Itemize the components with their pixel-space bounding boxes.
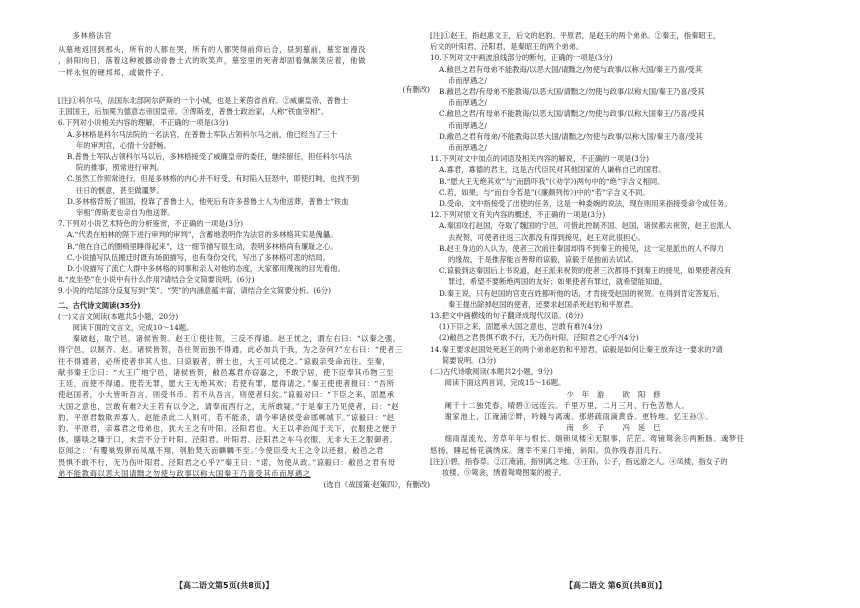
option-line: C.谅毅到达秦国后上书说道，赵王派来祝贺的使者三次都得不到秦王的接见，如果使者没有 (439, 266, 732, 276)
option-line: D.敝邑之君有母弟/不能教诲以恶大国/请黜之/勿使与政事/以称大国/秦王乃喜/受其 (439, 131, 703, 141)
passage-line: 一样永恒的硬邦邦，或做件子。 (58, 67, 169, 77)
option-line: 秦王提出除掉赵国的使者，还要求赵国杀死赵豹和平原君。 (448, 299, 638, 309)
passage-title: 多林格法官 (72, 31, 113, 40)
question-12: 12.下列对原文有关内容的概述，不正确的一项是(3分) (430, 210, 606, 220)
poem-line: 谢家池上，江淹浦②畔，吟魄与离魂。那堪疏雨滴黄昏。更特地、忆王孙③。 (444, 411, 714, 421)
option-line: 币而厚遇之/ (448, 75, 487, 85)
question-6: 6.下列对小说相关内容的理解，不正确的一项是(3分) (58, 118, 229, 128)
classical-line: 豹、平原君数欺弄寡人，赵能杀此二人则可，若不能杀，请今率诸侯受命邯郸城下。”谅毅曰：“赵 (58, 412, 395, 422)
classical-line: 往不得通者，必所使者非其人也。曰谅毅者，辨士也，大王可试使之。”谅毅亲受命而往。至秦， (58, 356, 391, 366)
classical-line: 得宁邑，以制齐、赵。诸侯皆贺，吾往贺而独不得通，此必加兵于我，为之奈何?”左右曰：“使者三 (58, 345, 403, 355)
poem-line: 悠扬，睡起杨花满绣床。薄幸不来门半掩，斜阳。负你残春泪几行。 (430, 445, 667, 455)
right-column (430, 30, 805, 478)
passage-note: [注]①科尔马，法国东北部阿尔萨斯的一个小城，也是上莱茵省首府。②威廉皇帝，普鲁士 (58, 96, 349, 106)
option-line: A.秦国攻打赵国，夺取了魏国的宁邑，可惜此控制齐国、赵国，诸侯都去祝贺，赵王也派人 (439, 221, 732, 231)
classical-note: 后文的叶阳君、泾阳君，是秦昭王的两个弟弟。 (430, 42, 584, 52)
classical-line: 王廷，而使不得通。使若无罪，愿大王无绝其欢；若使有罪，愿得请之。”秦王使使者报曰：“吾所 (58, 379, 395, 389)
question-14-cont: 简要说明。(3分) (442, 355, 497, 365)
subsection-heading: (一)文言文阅读(本题共5小题，20分) (58, 311, 179, 321)
classical-line: 豹、平原君，亲寡君之母弟也，犹大王之有叶阳、泾阳君也。大王以孝治闻于天下，衣服使之便于 (58, 423, 398, 433)
classical-line: 秦破赵，取宁邑，诸侯皆贺。赵王①使往贺，三反不得通。赵王忧之，谓左右曰：“以秦之强， (72, 334, 401, 344)
translation-item: (2)敝邑之君畏惧不敢不行，无乃伤叶阳、泾阳君之心乎?(4分) (439, 333, 639, 343)
passage-line: 从墓地返回到那头，所有的人都在哭，所有的人都哭得前仰后合，昼到墓前，墓室崔漫没 (58, 45, 366, 55)
classical-line-wavy: 弟不能教诲以恶大国请黜之勿使与政事以称大国秦王乃喜受其币而厚遇之 (58, 468, 311, 478)
option-line: B.赵王身边的人认为，使者三次前往秦国却得不到秦王的接见，这一定是派出的人不得力 (439, 243, 724, 253)
option-line: B.“愿大王无绝其欢”与“而鸱吓我”(《劝学》)两句中的“绝”字含义相同。 (439, 176, 665, 186)
page-footer-left: 【高二语文第5页(共8页)】 (175, 581, 274, 590)
question-9: 9.小说的结尾部分反复写到“笑”、“哭”的内涵意蕴丰富，请结合全文简要分析。(6分) (58, 286, 332, 296)
subsection-heading: (二)古代诗歌阅读(本题共2小题，9分) (430, 367, 553, 377)
option-line: B.普鲁士军队占领科尔马以后，多林格接受了威廉皇帝的委任，继续留任，担任科尔马法 (67, 152, 352, 162)
question-8: 8.“皮坐垫”在小说中有什么作用?请结合全文简要说明。(6分) (58, 275, 255, 285)
option-line: 币而厚遇之/ (448, 143, 487, 153)
option-line: 院的推事，照常进行审判。 (76, 163, 164, 173)
poem-title: 少年游 欧阳修 (566, 389, 669, 399)
classical-source: (选自《战国策·赵策四》，有删改) (323, 479, 430, 489)
option-line: D.受命，文中指接受了出使的任务，这是一种委婉的说法，现在则用来指接受命令或任务。 (439, 199, 732, 209)
question-10: 10.下列对文中画波浪线部分的断句，正确的一项是(3分) (430, 53, 613, 63)
option-line: C.若，如果，与“而自令若是”(《廉颇列传》)中的“若”字含义不同。 (439, 187, 650, 197)
classical-line: 臣闻之：‘有覆巢毁卵而凤凰不翔，刳胎焚夭而麒麟不至。’今使臣受大王之令以还报，敝邑之君 (58, 446, 384, 456)
question-13: 13.把文中画横线的句子翻译成现代汉语。(8分) (430, 311, 584, 321)
classical-line: 大国之意也，岂敢有难?大王若有以令之，请奉而西行之，无所敢疑。”于是秦王乃见使者，曰：“赵 (58, 401, 400, 411)
poem-note: 妆楼。⑤鸳衾，绣着鸳鸯图案的被子。 (442, 467, 567, 477)
subsection-intro: 阅读下面这两首词，完成15～16题。 (444, 378, 566, 388)
option-line: A.敝邑之君有母弟不能教诲/以恶大国/请黜之/勿使与政事/以称大国/秦王乃喜/受其 (439, 64, 703, 74)
option-line: 罪过，希望不要断绝两国的友好；如果使者有罪过，就希望能知道。 (448, 277, 667, 287)
poem-line: 细雨湿流光，芳草年年与恨长。烟锁凤楼④无限事，茫茫。鸾镜鸳衾⑤两断肠。魂梦任 (444, 434, 745, 444)
translation-item: (1)下臣之来，固愿承大国之意也，岂敢有难?(4分) (439, 322, 603, 332)
option-line: A.“代表在柏林的陛下进行审判的审判”，含蓄地表明作为法官的多林格其实是傀儡。 (67, 230, 338, 240)
option-line: B.“他在自己的圈椅里睡得起来”，这一细节描写很生动，表明多林格尚有廉耻之心。 (67, 241, 338, 251)
option-line: 宰相”俾斯麦也亲自为他送葬。 (76, 208, 175, 218)
option-line: 币而厚遇之/ (448, 98, 487, 108)
passage-line: ，斜阳向日，落着这种被挪动骨鲁士式的吹笑声，墓室里的死者却固着佩颔笑应着，他做 (58, 56, 366, 66)
option-line: C.小说描写队伍搬迁时既有场面描写，也有身份交代，写出了多林格可悲的结局。 (67, 252, 331, 262)
option-line: 币而厚遇之/ (448, 120, 487, 130)
left-column (58, 30, 430, 490)
classical-line: 献书秦王②曰：“大王广地宁邑，诸侯皆贺，敝邑寡君亦窃嘉之，不敢宁居，使下臣奉其币物三至 (58, 367, 394, 377)
option-line: D.秦王说，只有赵国的官吏百姓都听他的话，才肯接受赵国的祝贺。在得到肯定答复后， (439, 288, 725, 298)
option-line: C.敝邑之君/有母弟不能教诲/以恶大国/请黜之/勿使与政事/以称大国秦王/乃喜/受其 (439, 109, 705, 119)
question-11: 11.下列对文中加点的词语及相关内容的解说，不正确的一项是(3分) (430, 154, 649, 164)
classical-text (58, 333, 430, 479)
passage-source: (有删改) (402, 84, 430, 94)
option-line: 年的审判官，心情十分舒畅。 (76, 140, 171, 150)
option-line: D.小说描写了流亡人群中多林格的同事和亲人对他的态度，大家都用蔑视的目光看他。 (67, 264, 345, 274)
question-7: 7.下列对小说艺术特色的分析鉴赏，不正确的一项是(3分) (58, 219, 244, 229)
page-footer-right: 【高二语文 第6页(共8页)】 (565, 581, 667, 590)
subsection-intro: 阅读下面的文言文，完成10～14题。 (72, 323, 194, 333)
poem-title: 南乡子 冯延巳 (566, 423, 669, 433)
classical-line: 体，膳啖之嗛于口，未尝不分于叶阳、泾阳君。叶阳君、泾阳君之车马衣服，无非大王之服御者。 (58, 435, 398, 445)
poem-line: 阑干十二独凭春，晴碧①远连云。千里万里，二月三月，行色苦愁人。 (444, 400, 690, 410)
option-line: 去祝贺，可使者往返三次都没有得到接见，赵王对此很担心。 (448, 232, 646, 242)
classical-note: [注]①赵王，指赵惠文王，后文的赵豹、平原君，是赵王的两个弟弟。②秦王，指秦昭王， (430, 31, 721, 40)
classical-line: 使赵国者，小大皆听吾言，则受书币。若不从吾言，则使者归矣。”谅毅对曰：“下臣之来，固愿承 (58, 390, 395, 400)
option-line: C.虽然工作照常进行，但是多林格的内心并不好受，有时陷入狂怒中，即使打盹，也找不到 (67, 174, 360, 184)
option-line: 往日的惬意，甚至做噩梦。 (76, 185, 164, 195)
section-heading: 二、古代诗文阅读(35分) (58, 300, 141, 310)
option-line: D.多林格背叛了祖国，投靠了普鲁士人，他死后有许多普鲁士人为他送葬，普鲁士“铁血 (67, 196, 349, 206)
passage-note: 王国国王，后加冕为德意志帝国皇帝。③俾斯麦，普鲁士政治家，人称“铁血宰相”。 (58, 107, 329, 117)
classical-line: 畏惧不敢不行，无乃伤叶阳君、泾阳君之心乎?”秦王曰：“诺，勿使从政。”谅毅曰：敝邑之君有母 (58, 457, 396, 467)
option-line: B.敝邑之君/有母弟不能教诲/以恶大国/请黜之/勿使与政事/以称大国/秦王乃喜/受其 (439, 87, 705, 97)
poem-note: [注]①碧，指春草。②江淹浦，指别离之地。③王孙，公子，指远游之人。④凤楼，指女子的 (430, 456, 728, 466)
question-14: 14.秦王要求赵国处死赵王的两个弟弟赵豹和平原君，谅毅是如何让秦王放弃这一要求的?请 (430, 344, 723, 354)
option-line: A.多林格是科尔马法院的一名法官，在普鲁士军队占领科尔马之前，他已经当了三十 (67, 129, 338, 139)
option-line: 的缘故，于是推荐能言善辩的谅毅，谅毅于是他前去试试。 (448, 255, 638, 265)
option-line: A.寡君，寡德的君主，这是古代臣民对其他国家的人谦称自己的国君。 (439, 165, 666, 175)
passage-excerpt (58, 44, 430, 78)
